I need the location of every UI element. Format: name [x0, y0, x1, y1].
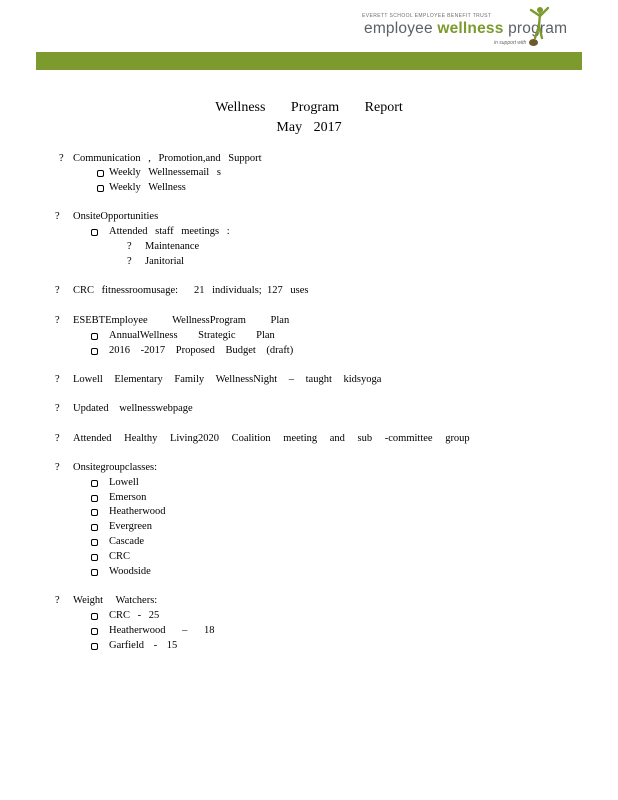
logo-tagline: EVERETT SCHOOL EMPLOYEE BENEFIT TRUST: [362, 13, 492, 19]
report-title: Wellness Program Report: [215, 100, 403, 115]
sub-sub-item: Maintenance: [145, 241, 200, 252]
list-item-crc-usage: CRC fitnessroomusage:: [73, 285, 179, 296]
report-date: May 2017: [276, 120, 342, 135]
sub-item: Cascade: [109, 536, 144, 547]
bullet-glyph: ?: [55, 595, 60, 606]
list-item-communication: Communication , Promotion,and Support: [73, 153, 262, 164]
sub-item: Garfield - 15: [109, 640, 178, 651]
crc-uses: 127 uses: [267, 285, 309, 296]
list-item-esebt-plan: ESEBTEmployee WellnessProgram Plan: [73, 315, 290, 326]
bullet-glyph: ?: [55, 403, 60, 414]
logo-subline-text: in support with: [494, 39, 527, 46]
stretching-person-icon: [528, 6, 550, 40]
bullet-glyph: ?: [127, 256, 132, 267]
list-item-webpage: Updated wellnesswebpage: [73, 403, 193, 414]
sub-item: Attended staff meetings :: [109, 226, 230, 237]
list-item-healthy-living: Attended Healthy Living2020 Coalition meeting and sub -committee group: [73, 433, 470, 444]
logo-word-employee: employee: [364, 20, 433, 37]
logo-word-wellness: wellness: [437, 20, 504, 37]
bullet-glyph: ?: [55, 315, 60, 326]
logo-word-program: program: [508, 20, 568, 37]
sub-sub-item: Janitorial: [145, 256, 185, 267]
bullet-square-icon: [91, 524, 98, 531]
bullet-glyph: ?: [55, 211, 60, 222]
sub-item: AnnualWellness Strategic Plan: [109, 330, 275, 341]
sub-item: CRC - 25: [109, 610, 160, 621]
list-item-group-classes: Onsitegroupclasses:: [73, 462, 157, 473]
list-item-onsite-opportunities: OnsiteOpportunities: [73, 211, 159, 222]
sub-item: Emerson: [109, 492, 147, 503]
bullet-square-icon: [97, 170, 104, 177]
bullet-square-icon: [91, 509, 98, 516]
sub-item: Weekly Wellness: [109, 182, 186, 193]
bullet-glyph: ?: [59, 153, 64, 164]
crc-individuals: 21 individuals;: [194, 285, 262, 296]
bullet-square-icon: [91, 348, 98, 355]
partner-dot-icon: [529, 39, 538, 46]
sub-item: Evergreen: [109, 521, 152, 532]
sub-item: 2016 -2017 Proposed Budget (draft): [109, 345, 294, 356]
bullet-square-icon: [97, 185, 104, 192]
sub-item: Heatherwood – 18: [109, 625, 215, 636]
bullet-glyph: ?: [55, 374, 60, 385]
bullet-square-icon: [91, 495, 98, 502]
sub-item: Heatherwood: [109, 506, 166, 517]
bullet-square-icon: [91, 229, 98, 236]
logo-subline: [494, 39, 538, 46]
employee-wellness-logo: [362, 6, 568, 48]
bullet-square-icon: [91, 569, 98, 576]
bullet-square-icon: [91, 643, 98, 650]
sub-item: Lowell: [109, 477, 139, 488]
bullet-glyph: ?: [127, 241, 132, 252]
bullet-glyph: ?: [55, 433, 60, 444]
sub-item: CRC: [109, 551, 131, 562]
bullet-square-icon: [91, 554, 98, 561]
bullet-square-icon: [91, 613, 98, 620]
sub-item: Weekly Wellnessemail s: [109, 167, 221, 178]
bullet-square-icon: [91, 628, 98, 635]
header-green-bar: [36, 52, 582, 70]
bullet-square-icon: [91, 480, 98, 487]
list-item-lowell-night: Lowell Elementary Family WellnessNight – taught kidsyoga: [73, 374, 382, 385]
bullet-square-icon: [91, 333, 98, 340]
bullet-square-icon: [91, 539, 98, 546]
sub-item: Woodside: [109, 566, 151, 577]
list-item-weight-watchers: Weight Watchers:: [73, 595, 158, 606]
bullet-glyph: ?: [55, 285, 60, 296]
bullet-glyph: ?: [55, 462, 60, 473]
